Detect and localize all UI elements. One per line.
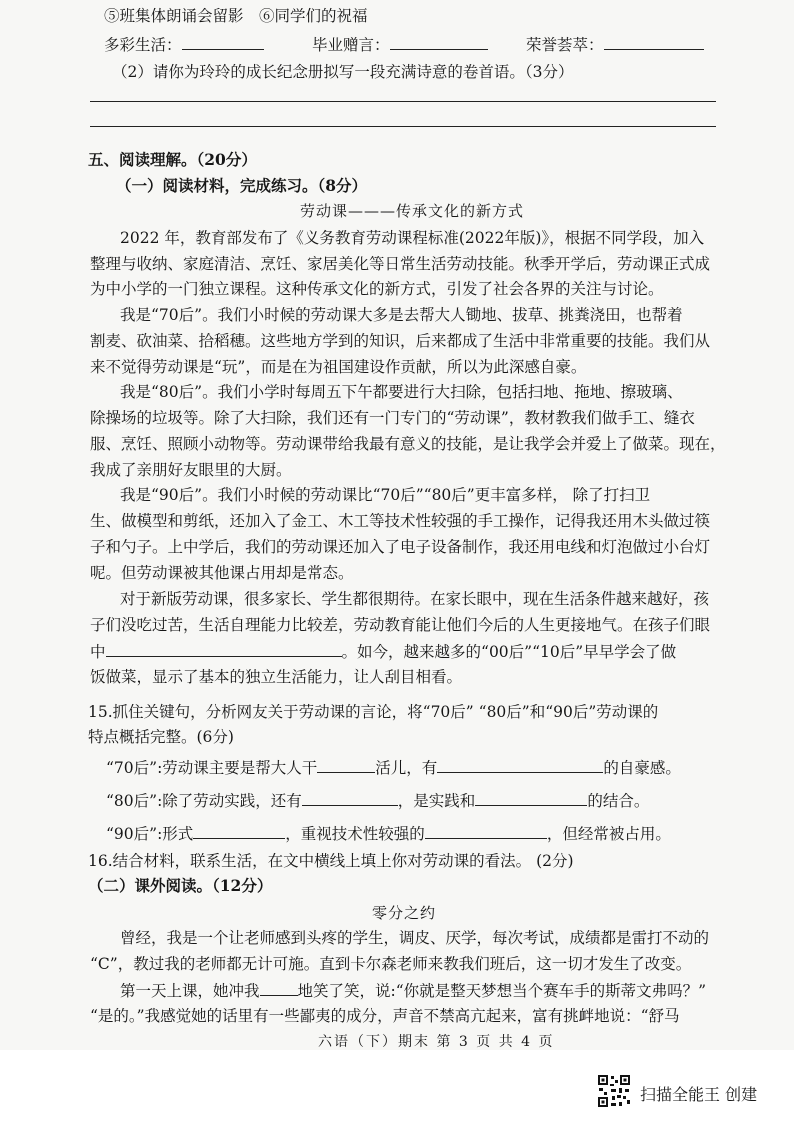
category-label: 荣誉荟萃： (526, 34, 704, 55)
section-heading: 五、阅读理解。（20分） (88, 150, 257, 169)
paragraph-line: 饭做菜，显示了基本的独立生活能力，让人刮目相看。 (90, 668, 463, 686)
page-footer: 六语（下）期末 第 3 页 共 4 页 (318, 1034, 555, 1050)
passage-title: 零分之约 (372, 904, 437, 922)
part-heading: （一）阅读材料，完成练习。（8分） (116, 176, 368, 195)
paragraph-line: 对于新版劳动课，很多家长、学生都很期待。在家长眼中，现在生活条件越来越好，孩 (120, 590, 710, 608)
paragraph-line: 服、烹饪、照顾小动物等。劳动课带给我最有意义的技能，是让我学会并爱上了做菜。现在， (90, 435, 726, 453)
paragraph-line: “C”，教过我的老师都无计可施。直到卡尔森老师来教我们班后，这一切才发生了改变。 (90, 955, 692, 973)
paragraph-line: 呢。但劳动课被其他课占用却是常态。 (90, 564, 354, 582)
answer-line (90, 126, 716, 127)
paragraph-line: 来不觉得劳动课是“玩”，而是在为祖国建设作贡献，所以为此深感自豪。 (90, 358, 587, 376)
answer-row-80s: “80后”:除了劳动实践，还有 ，是实践和 的结合。 (106, 792, 650, 810)
paragraph-line: 中 。如今，越来越多的“00后”“10后”早早学会了做 (90, 643, 677, 661)
paragraph-line: “是的。”我感觉她的话里有一些鄙夷的成分，声音不禁高亢起来，富有挑衅地说：“舒马 (90, 1007, 680, 1025)
scanner-watermark-text: 扫描全能王 创建 (640, 1085, 758, 1104)
paragraph-line: 子和勺子。上中学后，我们的劳动课还加入了电子设备制作，我还用电线和灯泡做过小台灯 (90, 538, 711, 556)
question-15: 15.抓住关键句，分析网友关于劳动课的言论，将“70后” “80后”和“90后”劳动课的 (88, 703, 659, 721)
paragraph-line: 曾经，我是一个让老师感到头疼的学生，调皮、厌学，每次考试，成绩都是雷打不动的 (120, 929, 710, 947)
category-label: 多彩生活： (104, 34, 264, 55)
category-label: 毕业赠言： (312, 34, 488, 55)
answer-row-70s: “70后”:劳动课主要是帮大人干 活儿，有 的自豪感。 (106, 759, 681, 777)
passage-title: 劳动课———传承文化的新方式 (300, 202, 525, 220)
question-15-cont: 特点概括完整。(6分) (88, 728, 234, 746)
paragraph-line: 为中小学的一门独立课程。这种传承文化的新方式，引发了社会各界的关注与讨论。 (90, 280, 664, 298)
items-line: ⑤班集体朗诵会留影 ⑥同学们的祝福 (104, 7, 368, 25)
paragraph-line: 我是“80后”。我们小学时每周五下午都要进行大扫除，包括扫地、拖地、擦玻璃、 (120, 383, 683, 401)
paragraph-line: 子们没吃过苦，生活自理能力比较差，劳动教育能让他们今后的人生更接地气。在孩子们眼 (90, 616, 711, 634)
paragraph-line: 割麦、砍油菜、拾稻穗。这些地方学到的知识，后来都成了生活中非常重要的技能。我们从 (90, 332, 711, 350)
paragraph-line: 生、做模型和剪纸，还加入了金工、木工等技术性较强的手工操作，记得我还用木头做过筷 (90, 512, 711, 530)
paragraph-line: 2022 年，教育部发布了《义务教育劳动课程标准(2022年版)》，根据不同学段，加入 (120, 229, 705, 247)
part-heading: （二）课外阅读。（12分） (88, 876, 273, 895)
paragraph-line: 第一天上课，她冲我 地笑了笑，说:“你就是整天梦想当个赛车手的斯蒂文弗吗？” (120, 982, 707, 1000)
answer-line (90, 101, 716, 102)
question-16: 16.结合材料，联系生活，在文中横线上填上你对劳动课的看法。 (2分) (88, 852, 574, 870)
answer-row-90s: “90后”:形式 ，重视技术性较强的 ，但经常被占用。 (106, 825, 671, 843)
paragraph-line: 我是“70后”。我们小时候的劳动课大多是去帮大人锄地、拔草、挑粪浇田，也帮着 (120, 306, 683, 324)
paragraph-line: 除操场的垃圾等。除了大扫除，我们还有一门专门的“劳动课”，教材教我们做手工、缝衣 (90, 409, 695, 427)
paragraph-line: 我成了亲朋好友眼里的大厨。 (90, 461, 292, 479)
paragraph-line: 我是“90后”。我们小时候的劳动课比“70后”“80后”更丰富多样， 除了打扫卫 (120, 486, 651, 504)
paragraph-line: 整理与收纳、家庭清洁、烹饪、家居美化等日常生活劳动技能。秋季开学后，劳动课正式成 (90, 255, 711, 273)
qr-code-icon (597, 1074, 631, 1108)
question-2: （2）请你为玲玲的成长纪念册拟写一段充满诗意的卷首语。（3分） (112, 63, 574, 81)
